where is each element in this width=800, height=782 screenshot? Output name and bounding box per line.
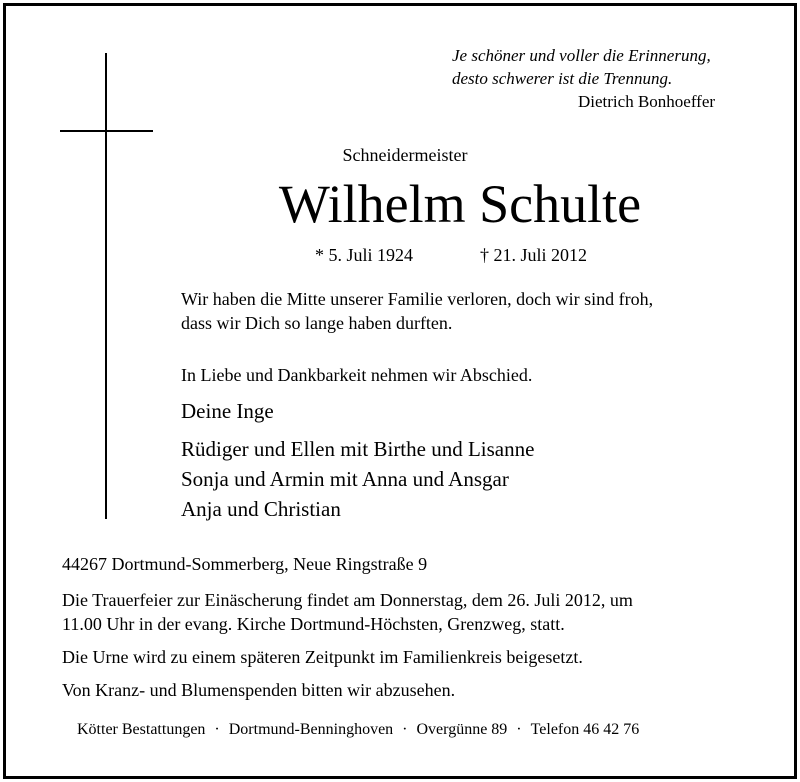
quote — [452, 44, 711, 90]
urn-info: Die Urne wird zu einem späteren Zeitpunkt im Familienkreis beigesetzt. — [62, 647, 583, 667]
footer-street: Overgünne 89 — [416, 721, 508, 738]
family-members — [181, 434, 534, 524]
cross-icon — [105, 53, 107, 519]
family-member: Anja und Christian — [181, 497, 341, 521]
quote-line-1: Je schöner und voller die Erinnerung, — [452, 46, 711, 65]
footer-separator: · — [214, 721, 220, 738]
quote-line-2: desto schwerer ist die Trennung. — [452, 69, 673, 88]
message-line-1: Wir haben die Mitte unserer Familie verloren, doch wir sind froh, — [181, 289, 654, 309]
footer-company: Kötter Bestattungen — [77, 721, 206, 738]
footer-location: Dortmund-Benninghoven — [228, 721, 394, 738]
ceremony-info — [62, 588, 633, 636]
spouse: Deine Inge — [181, 399, 274, 423]
death-date: † 21. Juli 2012 — [480, 245, 588, 265]
footer-separator: · — [516, 721, 522, 738]
cross-icon-bar — [60, 130, 153, 132]
ceremony-line-2: 11.00 Uhr in der evang. Kirche Dortmund-Höchsten, Grenzweg, statt. — [62, 614, 565, 634]
farewell: In Liebe und Dankbarkeit nehmen wir Abschied. — [181, 365, 533, 385]
ceremony-line-1: Die Trauerfeier zur Einäscherung findet am Donnerstag, dem 26. Juli 2012, um — [62, 590, 633, 610]
footer-phone: Telefon 46 42 76 — [530, 721, 640, 738]
flowers-info: Von Kranz- und Blumenspenden bitten wir abzusehen. — [62, 680, 456, 700]
quote-author: Dietrich Bonhoeffer — [578, 92, 716, 111]
birth-date: * 5. Juli 1924 — [315, 245, 414, 265]
message — [181, 287, 653, 335]
deceased-name: Wilhelm Schulte — [278, 174, 642, 234]
message-line-2: dass wir Dich so lange haben durften. — [181, 313, 453, 333]
footer-separator: · — [402, 721, 408, 738]
family-member: Sonja und Armin mit Anna und Ansgar — [181, 467, 509, 491]
family-member: Rüdiger und Ellen mit Birthe und Lisanne — [181, 437, 535, 461]
address: 44267 Dortmund-Sommerberg, Neue Ringstraße 9 — [62, 554, 428, 574]
footer-undertaker — [77, 721, 639, 739]
profession: Schneidermeister — [342, 145, 468, 165]
